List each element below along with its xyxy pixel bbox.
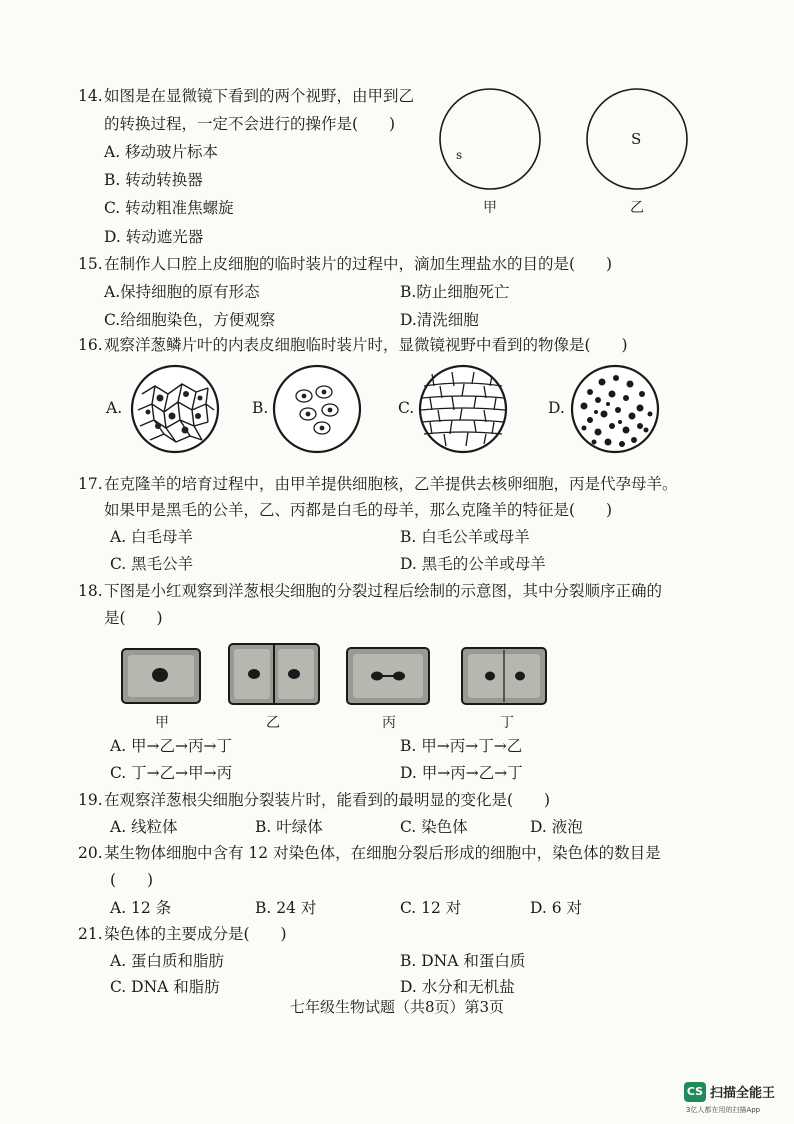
question-number: 18. bbox=[78, 582, 103, 600]
question-stem: 是( ) bbox=[104, 609, 163, 627]
option-c: C. bbox=[398, 399, 415, 417]
option-d: D. bbox=[548, 399, 565, 417]
division-caption-bing: 丙 bbox=[382, 715, 396, 731]
question-number: 19. bbox=[78, 791, 103, 809]
question-stem: 如图是在显微镜下看到的两个视野，由甲到乙 bbox=[104, 87, 415, 105]
option-c: C. 染色体 bbox=[400, 818, 468, 836]
cell-view-a bbox=[130, 364, 220, 454]
option-c: C. 12 对 bbox=[400, 899, 462, 917]
option-d: D. 6 对 bbox=[530, 899, 583, 917]
page-footer: 七年级生物试题（共8页）第3页 bbox=[289, 998, 505, 1016]
option-b: B. 甲→丙→丁→乙 bbox=[400, 737, 523, 755]
question-stem: 如果甲是黑毛的公羊，乙、丙都是白毛的母羊，那么克隆羊的特征是( ) bbox=[104, 501, 613, 519]
question-stem: 在制作人口腔上皮细胞的临时装片的过程中，滴加生理盐水的目的是( ) bbox=[104, 255, 613, 273]
option-a: A. 线粒体 bbox=[110, 818, 178, 836]
option-d: D. 水分和无机盐 bbox=[400, 978, 515, 996]
option-d: D. 转动遮光器 bbox=[104, 228, 204, 246]
field-letter-small: s bbox=[456, 148, 463, 162]
question-stem: 在观察洋葱根尖细胞分裂装片时，能看到的最明显的变化是( ) bbox=[104, 791, 551, 809]
division-caption-ding: 丁 bbox=[500, 715, 514, 731]
question-stem: ( ) bbox=[110, 871, 154, 889]
question-stem: 下图是小红观察到洋葱根尖细胞的分裂过程后绘制的示意图，其中分裂顺序正确的 bbox=[104, 582, 663, 600]
option-a: A. 蛋白质和脂肪 bbox=[110, 952, 225, 970]
option-d: D.清洗细胞 bbox=[400, 311, 479, 329]
option-c: C.给细胞染色，方便观察 bbox=[104, 311, 276, 329]
option-a: A. bbox=[106, 399, 123, 417]
question-number: 14. bbox=[78, 87, 103, 105]
cell-division-yi bbox=[226, 641, 322, 707]
option-b: B. DNA 和蛋白质 bbox=[400, 952, 526, 970]
option-a: A. 白毛母羊 bbox=[110, 528, 194, 546]
question-stem: 染色体的主要成分是( ) bbox=[104, 925, 287, 943]
watermark-name: 扫描全能王 bbox=[710, 1086, 776, 1101]
option-b: B. bbox=[252, 399, 269, 417]
option-a: A. 移动玻片标本 bbox=[104, 143, 219, 161]
cs-logo-icon: CS bbox=[684, 1082, 706, 1102]
question-stem: 的转换过程，一定不会进行的操作是( ) bbox=[104, 115, 396, 133]
question-number: 16. bbox=[78, 336, 103, 354]
option-b: B.防止细胞死亡 bbox=[400, 283, 510, 301]
option-d: D. 甲→丙→乙→丁 bbox=[400, 764, 523, 782]
option-c: C. 转动粗准焦螺旋 bbox=[104, 199, 234, 217]
cell-division-ding bbox=[458, 644, 550, 708]
cell-division-bing bbox=[343, 644, 433, 708]
question-number: 20. bbox=[78, 844, 103, 862]
option-b: B. 转动转换器 bbox=[104, 171, 203, 189]
option-b: B. 叶绿体 bbox=[255, 818, 323, 836]
division-caption-yi: 乙 bbox=[266, 715, 280, 731]
watermark-tagline: 3亿人都在用的扫描App bbox=[686, 1106, 761, 1114]
field-letter-large: S bbox=[631, 130, 642, 148]
question-stem: 观察洋葱鳞片叶的内表皮细胞临时装片时，显微镜视野中看到的物像是( ) bbox=[104, 336, 628, 354]
option-b: B. 24 对 bbox=[255, 899, 317, 917]
caption-jia: 甲 bbox=[483, 200, 497, 216]
question-stem: 在克隆羊的培育过程中，由甲羊提供细胞核，乙羊提供去核卵细胞，丙是代孕母羊。 bbox=[104, 475, 678, 493]
option-a: A.保持细胞的原有形态 bbox=[104, 283, 260, 301]
cell-division-jia bbox=[118, 645, 204, 707]
division-caption-jia: 甲 bbox=[155, 715, 169, 731]
question-number: 21. bbox=[78, 925, 103, 943]
option-c: C. 黑毛公羊 bbox=[110, 555, 194, 573]
caption-yi: 乙 bbox=[630, 200, 644, 216]
question-number: 17. bbox=[78, 475, 103, 493]
scanner-watermark bbox=[684, 1082, 794, 1124]
option-d: D. 黑毛的公羊或母羊 bbox=[400, 555, 546, 573]
option-a: A. 12 条 bbox=[110, 899, 172, 917]
option-c: C. 丁→乙→甲→丙 bbox=[110, 764, 233, 782]
option-c: C. DNA 和脂肪 bbox=[110, 978, 220, 996]
option-d: D. 液泡 bbox=[530, 818, 583, 836]
microscope-field-figure bbox=[440, 84, 740, 194]
question-number: 15. bbox=[78, 255, 103, 273]
cell-view-d bbox=[570, 364, 660, 454]
cell-view-b bbox=[272, 364, 362, 454]
question-stem: 某生物体细胞中含有 12 对染色体，在细胞分裂后形成的细胞中，染色体的数目是 bbox=[104, 844, 661, 862]
cell-view-c bbox=[418, 364, 508, 454]
field-circle-jia bbox=[440, 89, 540, 189]
option-b: B. 白毛公羊或母羊 bbox=[400, 528, 530, 546]
option-a: A. 甲→乙→丙→丁 bbox=[110, 737, 233, 755]
